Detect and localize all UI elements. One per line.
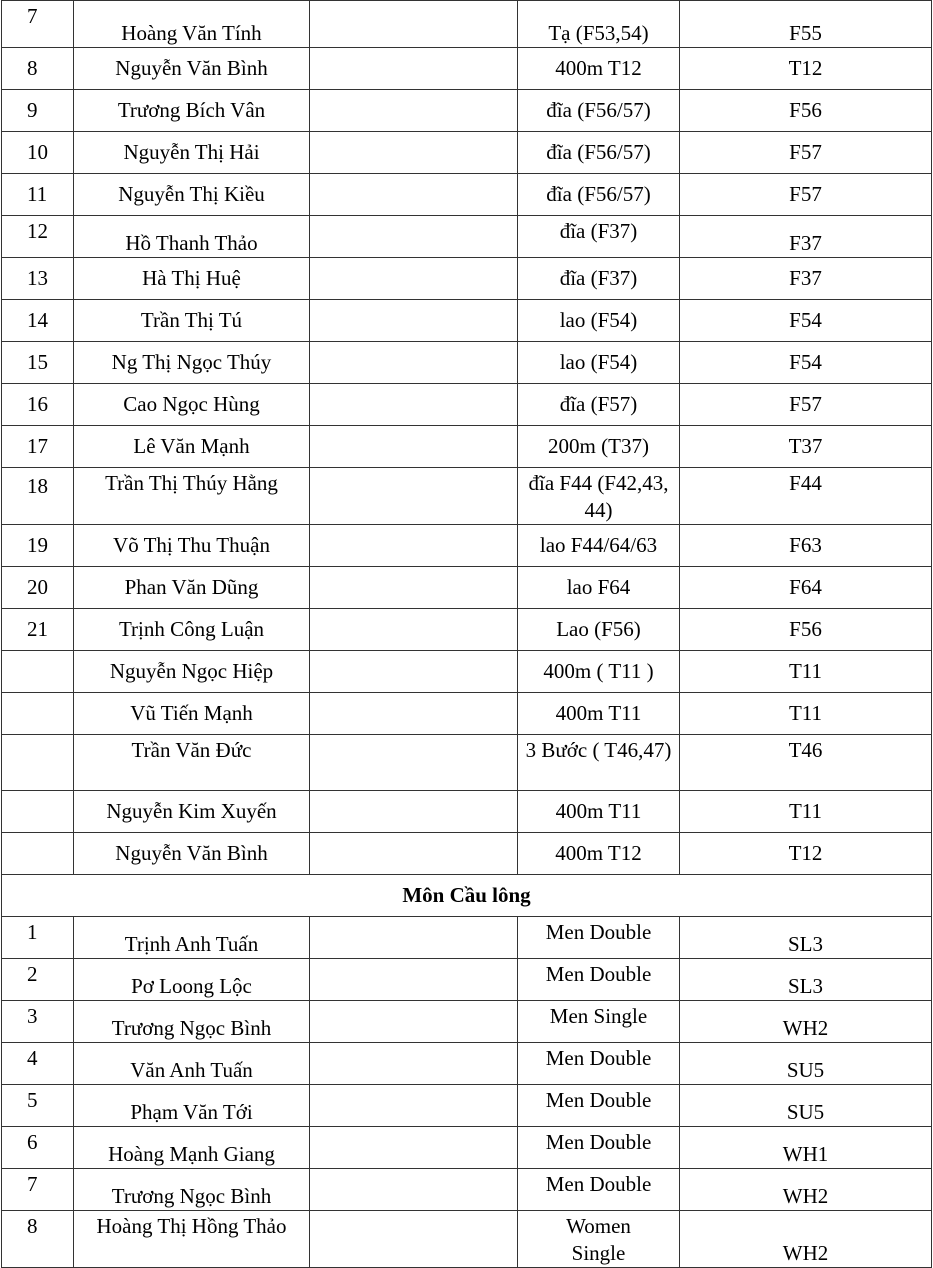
athlete-name: Trịnh Anh Tuấn: [74, 917, 310, 959]
event-cell: Men Double: [518, 1085, 680, 1127]
blank-cell: [310, 917, 518, 959]
event-cell: đĩa F44 (F42,43, 44): [518, 468, 680, 525]
row-number: 8: [2, 1211, 74, 1268]
table-row: [2, 468, 932, 525]
class-cell: SU5: [680, 1043, 932, 1085]
athlete-name: Nguyễn Ngọc Hiệp: [74, 651, 310, 693]
blank-cell: [310, 525, 518, 567]
table-row: [2, 1001, 932, 1043]
athlete-name: Trương Ngọc Bình: [74, 1169, 310, 1211]
blank-cell: [310, 791, 518, 833]
event-cell: lao F44/64/63: [518, 525, 680, 567]
table-row: [2, 917, 932, 959]
row-number: 10: [2, 132, 74, 174]
table-row: [2, 1127, 932, 1169]
table-row: [2, 1043, 932, 1085]
class-cell: F55: [680, 1, 932, 48]
class-cell: F57: [680, 132, 932, 174]
class-cell: F44: [680, 468, 932, 525]
table-row: [2, 48, 932, 90]
class-cell: F37: [680, 258, 932, 300]
blank-cell: [310, 342, 518, 384]
athlete-table: [1, 0, 932, 1268]
athlete-name: Trần Văn Đức: [74, 735, 310, 791]
event-cell: đĩa (F57): [518, 384, 680, 426]
event-cell: Tạ (F53,54): [518, 1, 680, 48]
athlete-name: Trương Bích Vân: [74, 90, 310, 132]
event-cell: Men Single: [518, 1001, 680, 1043]
row-number: 7: [2, 1169, 74, 1211]
event-cell: Lao (F56): [518, 609, 680, 651]
athlete-name: Trần Thị Thúy Hằng: [74, 468, 310, 525]
blank-cell: [310, 567, 518, 609]
athlete-name: Nguyễn Kim Xuyến: [74, 791, 310, 833]
class-cell: F64: [680, 567, 932, 609]
event-cell: đĩa (F37): [518, 258, 680, 300]
event-cell: lao F64: [518, 567, 680, 609]
athlete-name: Hoàng Mạnh Giang: [74, 1127, 310, 1169]
blank-cell: [310, 651, 518, 693]
athlete-name: Hoàng Văn Tính: [74, 1, 310, 48]
table-row: [2, 342, 932, 384]
table-row: [2, 174, 932, 216]
event-cell: Men Double: [518, 959, 680, 1001]
blank-cell: [310, 735, 518, 791]
row-number: 21: [2, 609, 74, 651]
class-cell: SU5: [680, 1085, 932, 1127]
blank-cell: [310, 174, 518, 216]
event-cell: 400m ( T11 ): [518, 651, 680, 693]
event-cell: 400m T11: [518, 693, 680, 735]
row-number: 9: [2, 90, 74, 132]
section-heading: Môn Cầu lông: [2, 875, 932, 917]
row-number: 18: [2, 468, 74, 525]
table-row: [2, 833, 932, 875]
section-heading-row: [2, 875, 932, 917]
event-cell: đĩa (F56/57): [518, 90, 680, 132]
class-cell: T12: [680, 48, 932, 90]
table-row: [2, 693, 932, 735]
row-number: 4: [2, 1043, 74, 1085]
blank-cell: [310, 1, 518, 48]
row-number: 14: [2, 300, 74, 342]
athlete-name: Trịnh Công Luận: [74, 609, 310, 651]
event-cell: lao (F54): [518, 300, 680, 342]
table-row: [2, 426, 932, 468]
table-row: [2, 216, 932, 258]
event-cell: 400m T12: [518, 833, 680, 875]
blank-cell: [310, 300, 518, 342]
blank-cell: [310, 1085, 518, 1127]
class-cell: T11: [680, 651, 932, 693]
event-cell: đĩa (F56/57): [518, 132, 680, 174]
event-cell: Women Single: [518, 1211, 680, 1268]
class-cell: T37: [680, 426, 932, 468]
athlete-name: Trần Thị Tú: [74, 300, 310, 342]
class-cell: F37: [680, 216, 932, 258]
class-cell: SL3: [680, 917, 932, 959]
class-cell: F57: [680, 384, 932, 426]
event-cell: 400m T11: [518, 791, 680, 833]
class-cell: SL3: [680, 959, 932, 1001]
blank-cell: [310, 833, 518, 875]
athlete-name: Nguyễn Thị Hải: [74, 132, 310, 174]
class-cell: WH2: [680, 1169, 932, 1211]
row-number: 5: [2, 1085, 74, 1127]
blank-cell: [310, 693, 518, 735]
athlete-name: Hà Thị Huệ: [74, 258, 310, 300]
class-cell: T11: [680, 791, 932, 833]
row-number: 12: [2, 216, 74, 258]
athlete-name: Hồ Thanh Thảo: [74, 216, 310, 258]
row-number: 19: [2, 525, 74, 567]
table-row: [2, 1085, 932, 1127]
class-cell: F54: [680, 300, 932, 342]
row-number: [2, 651, 74, 693]
blank-cell: [310, 132, 518, 174]
table-row: [2, 735, 932, 791]
row-number: 3: [2, 1001, 74, 1043]
table-row: [2, 959, 932, 1001]
class-cell: WH1: [680, 1127, 932, 1169]
table-row: [2, 132, 932, 174]
class-cell: F57: [680, 174, 932, 216]
blank-cell: [310, 426, 518, 468]
blank-cell: [310, 609, 518, 651]
athlete-name: Vũ Tiến Mạnh: [74, 693, 310, 735]
row-number: 16: [2, 384, 74, 426]
event-cell: Men Double: [518, 1169, 680, 1211]
blank-cell: [310, 258, 518, 300]
table-row: [2, 567, 932, 609]
table-row: [2, 525, 932, 567]
athlete-name: Lê Văn Mạnh: [74, 426, 310, 468]
row-number: 1: [2, 917, 74, 959]
event-cell: Men Double: [518, 917, 680, 959]
blank-cell: [310, 1169, 518, 1211]
athlete-name: Võ Thị Thu Thuận: [74, 525, 310, 567]
blank-cell: [310, 959, 518, 1001]
class-cell: WH2: [680, 1001, 932, 1043]
row-number: 6: [2, 1127, 74, 1169]
table-row: [2, 1211, 932, 1268]
table-row: [2, 384, 932, 426]
row-number: [2, 791, 74, 833]
class-cell: WH2: [680, 1211, 932, 1268]
table-row: [2, 90, 932, 132]
athlete-name: Pơ Loong Lộc: [74, 959, 310, 1001]
row-number: 15: [2, 342, 74, 384]
event-cell: đĩa (F37): [518, 216, 680, 258]
table-row: [2, 258, 932, 300]
class-cell: F63: [680, 525, 932, 567]
athlete-name: Phạm Văn Tới: [74, 1085, 310, 1127]
event-cell: đĩa (F56/57): [518, 174, 680, 216]
row-number: [2, 693, 74, 735]
event-cell: Men Double: [518, 1127, 680, 1169]
table-row: [2, 609, 932, 651]
row-number: 13: [2, 258, 74, 300]
blank-cell: [310, 90, 518, 132]
class-cell: F56: [680, 90, 932, 132]
row-number: [2, 735, 74, 791]
event-cell: Men Double: [518, 1043, 680, 1085]
athlete-name: Nguyễn Văn Bình: [74, 833, 310, 875]
table-row: [2, 1, 932, 48]
event-cell: 400m T12: [518, 48, 680, 90]
table-row: [2, 1169, 932, 1211]
table-row: [2, 300, 932, 342]
athlete-name: Văn Anh Tuấn: [74, 1043, 310, 1085]
row-number: 17: [2, 426, 74, 468]
athlete-name: Hoàng Thị Hồng Thảo: [74, 1211, 310, 1268]
athlete-name: Nguyễn Văn Bình: [74, 48, 310, 90]
blank-cell: [310, 468, 518, 525]
row-number: 2: [2, 959, 74, 1001]
athlete-name: Phan Văn Dũng: [74, 567, 310, 609]
athlete-name: Nguyễn Thị Kiều: [74, 174, 310, 216]
event-cell: lao (F54): [518, 342, 680, 384]
class-cell: T12: [680, 833, 932, 875]
row-number: 20: [2, 567, 74, 609]
row-number: [2, 833, 74, 875]
table-body: [2, 1, 932, 1268]
blank-cell: [310, 1001, 518, 1043]
blank-cell: [310, 384, 518, 426]
athlete-name: Trương Ngọc Bình: [74, 1001, 310, 1043]
row-number: 7: [2, 1, 74, 48]
athlete-name: Cao Ngọc Hùng: [74, 384, 310, 426]
athlete-name: Ng Thị Ngọc Thúy: [74, 342, 310, 384]
blank-cell: [310, 216, 518, 258]
class-cell: F56: [680, 609, 932, 651]
blank-cell: [310, 1211, 518, 1268]
event-cell: 3 Bước ( T46,47): [518, 735, 680, 791]
class-cell: T11: [680, 693, 932, 735]
table-row: [2, 651, 932, 693]
class-cell: T46: [680, 735, 932, 791]
row-number: 8: [2, 48, 74, 90]
table-row: [2, 791, 932, 833]
class-cell: F54: [680, 342, 932, 384]
event-cell: 200m (T37): [518, 426, 680, 468]
row-number: 11: [2, 174, 74, 216]
blank-cell: [310, 48, 518, 90]
blank-cell: [310, 1127, 518, 1169]
blank-cell: [310, 1043, 518, 1085]
